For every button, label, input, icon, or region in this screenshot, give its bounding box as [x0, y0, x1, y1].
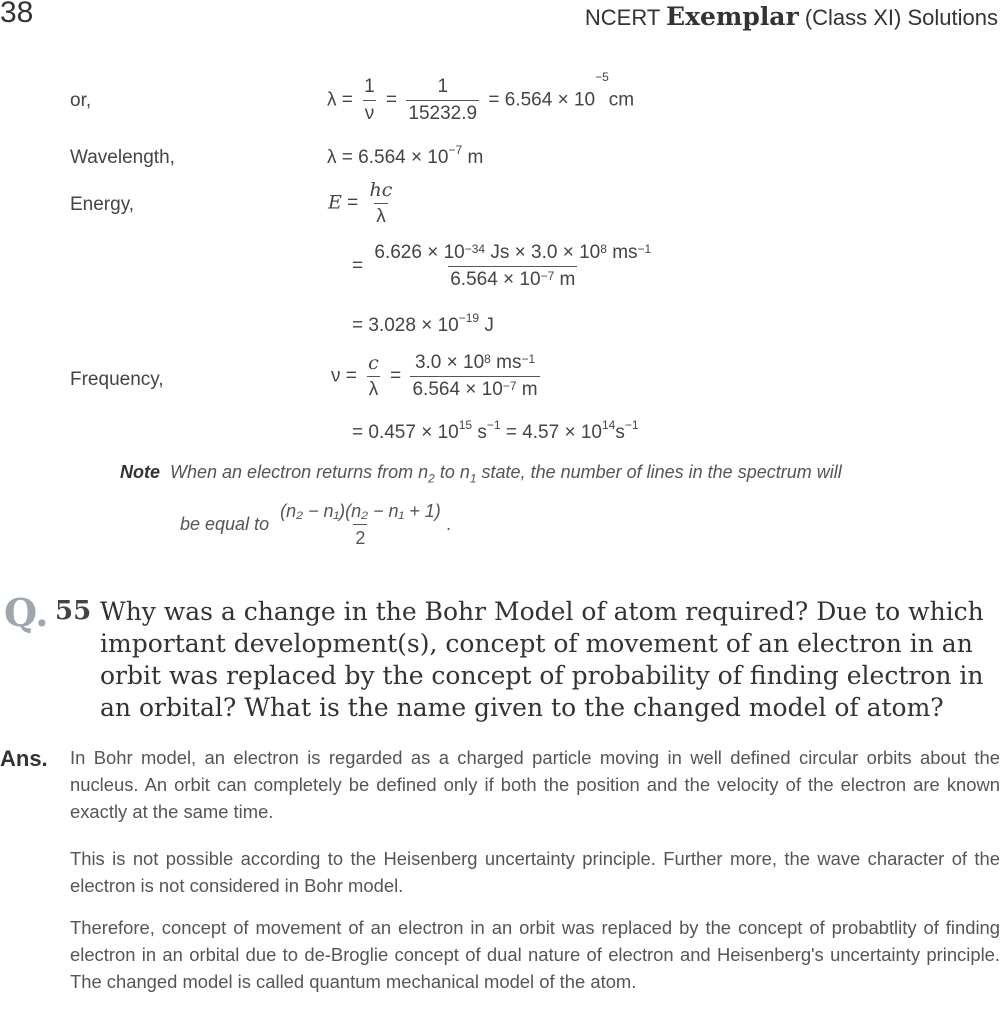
frac-frequency-calc: [410, 350, 539, 403]
exponent: −7: [502, 379, 517, 393]
term: = 4.57 × 10: [500, 422, 602, 443]
equation-frequency: [331, 350, 544, 403]
frac-den: 15232.9: [406, 100, 479, 127]
equation-energy-substitution: [352, 240, 657, 293]
term: ms: [490, 352, 522, 373]
note: [120, 462, 842, 486]
answer-label: Ans.: [0, 746, 48, 771]
frac-den: ν: [363, 100, 377, 127]
exponent: −1: [486, 418, 501, 432]
page-number: 38: [0, 0, 34, 29]
subscript: 2: [428, 471, 435, 486]
term: 6.564 × 10: [412, 379, 503, 400]
book-prefix: NCERT: [584, 5, 660, 30]
exponent: −7: [448, 143, 463, 157]
answer-paragraph: This is not possible according to the Heisenberg uncertainty principle. Further more, the wave character of the electron is not considered in Bohr model.: [70, 848, 1000, 896]
term: 6.626 × 10: [374, 242, 465, 263]
frac-num: hc: [369, 179, 393, 201]
frac-num: 1: [364, 76, 375, 97]
book-title-bold: Exemplar: [666, 2, 799, 31]
equals: =: [341, 192, 359, 214]
equals: =: [386, 89, 398, 111]
energy-symbol: E: [328, 191, 342, 214]
book-suffix: (Class XI) Solutions: [804, 5, 998, 30]
note-text: When an electron returns from n: [170, 462, 429, 482]
frac-num: [413, 350, 537, 376]
answer-paragraph: In Bohr model, an electron is regarded as a charged particle moving in well defined circular orbits about the nucleus. An orbit can completely be defined only if both the position and the velocity of the electron are known exactly at the same time.: [70, 747, 1000, 822]
note-text: to n: [434, 462, 470, 482]
label-or: or,: [70, 90, 92, 111]
label-wavelength: Wavelength,: [70, 147, 175, 168]
equation-or: [327, 70, 635, 127]
frac-den: λ: [367, 376, 381, 403]
equals: =: [352, 255, 364, 277]
frac-den: [448, 266, 577, 293]
term: m: [516, 379, 538, 400]
exponent: −19: [458, 311, 480, 325]
answer-paragraph: Therefore, concept of movement of an electron in an orbit was replaced by the concept of probabtlity of finding electron in an orbital due to de-Broglie concept of dual nature of electron and Heisenberg's uncertainty principle. The changed model is called quantum mechanical model of the atom.: [70, 917, 1000, 992]
or-rhs: = 6.564 × 10: [488, 89, 596, 111]
exponent: −5: [595, 70, 609, 84]
frac-num: [372, 240, 653, 266]
unit: J: [479, 315, 494, 336]
exponent: 14: [601, 418, 616, 432]
frac-den: 2: [353, 524, 367, 551]
frac-number-of-lines: [278, 498, 443, 551]
unit: cm: [608, 89, 635, 111]
frac-den: [410, 376, 539, 403]
note-formula: [180, 498, 452, 551]
subscript: 1: [469, 471, 477, 486]
exponent: −34: [464, 242, 486, 256]
equation-energy-result: [352, 311, 494, 337]
term: s: [615, 422, 625, 443]
term: s: [472, 422, 487, 443]
term: 3.0 × 10: [414, 352, 485, 373]
equation-wavelength: [327, 143, 484, 169]
term: ms: [606, 242, 638, 263]
wavelength-value: λ = 6.564 × 10: [327, 147, 449, 168]
frac-one-over-wavenumber: [406, 74, 479, 127]
frac-den: λ: [374, 203, 388, 230]
note-text: state, the number of lines in the spectrum will: [476, 462, 842, 482]
term: Js × 3.0 × 10: [485, 242, 601, 263]
frac-energy-calc: [372, 240, 653, 293]
or-lhs: λ =: [327, 89, 353, 111]
question-marker: Q.: [4, 590, 49, 635]
frac-num: c: [368, 352, 379, 374]
term: = 0.457 × 10: [352, 422, 459, 443]
frac-hc-over-lambda: [368, 177, 395, 230]
note-end: .: [446, 514, 452, 534]
equation-energy: [328, 177, 398, 230]
term: m: [554, 269, 576, 290]
exponent: −7: [540, 269, 555, 283]
unit: m: [462, 147, 484, 168]
equation-frequency-result: [352, 418, 639, 444]
running-header: [585, 2, 998, 31]
exponent: 15: [458, 418, 473, 432]
exponent: −1: [624, 418, 639, 432]
note-label: Note: [120, 462, 160, 482]
exponent: −1: [521, 352, 536, 366]
freq-lhs: ν =: [331, 365, 357, 387]
frac-num: 1: [437, 76, 449, 97]
label-frequency: Frequency,: [70, 369, 164, 390]
equals: =: [390, 365, 402, 387]
exponent: 8: [484, 352, 491, 366]
frac-c-over-lambda: [366, 350, 381, 403]
exponent: 8: [600, 242, 607, 256]
question-number: 55: [55, 596, 92, 626]
question-text: Why was a change in the Bohr Model of atom required? Due to which important development(s), concept of movement of an electron in an orbit was replaced by the concept of probability of finding electron in an orbital? What is the name given to the changed model of atom?: [100, 597, 984, 722]
frac-one-over-nu: [362, 74, 377, 127]
label-energy: Energy,: [70, 194, 135, 215]
note-text: be equal to: [180, 514, 270, 534]
exponent: −1: [637, 242, 652, 256]
term: 6.564 × 10: [450, 269, 541, 290]
energy-result: = 3.028 × 10: [352, 315, 459, 336]
frac-num: (n₂ − n₁)(n₂ − n₁ + 1): [280, 501, 441, 521]
